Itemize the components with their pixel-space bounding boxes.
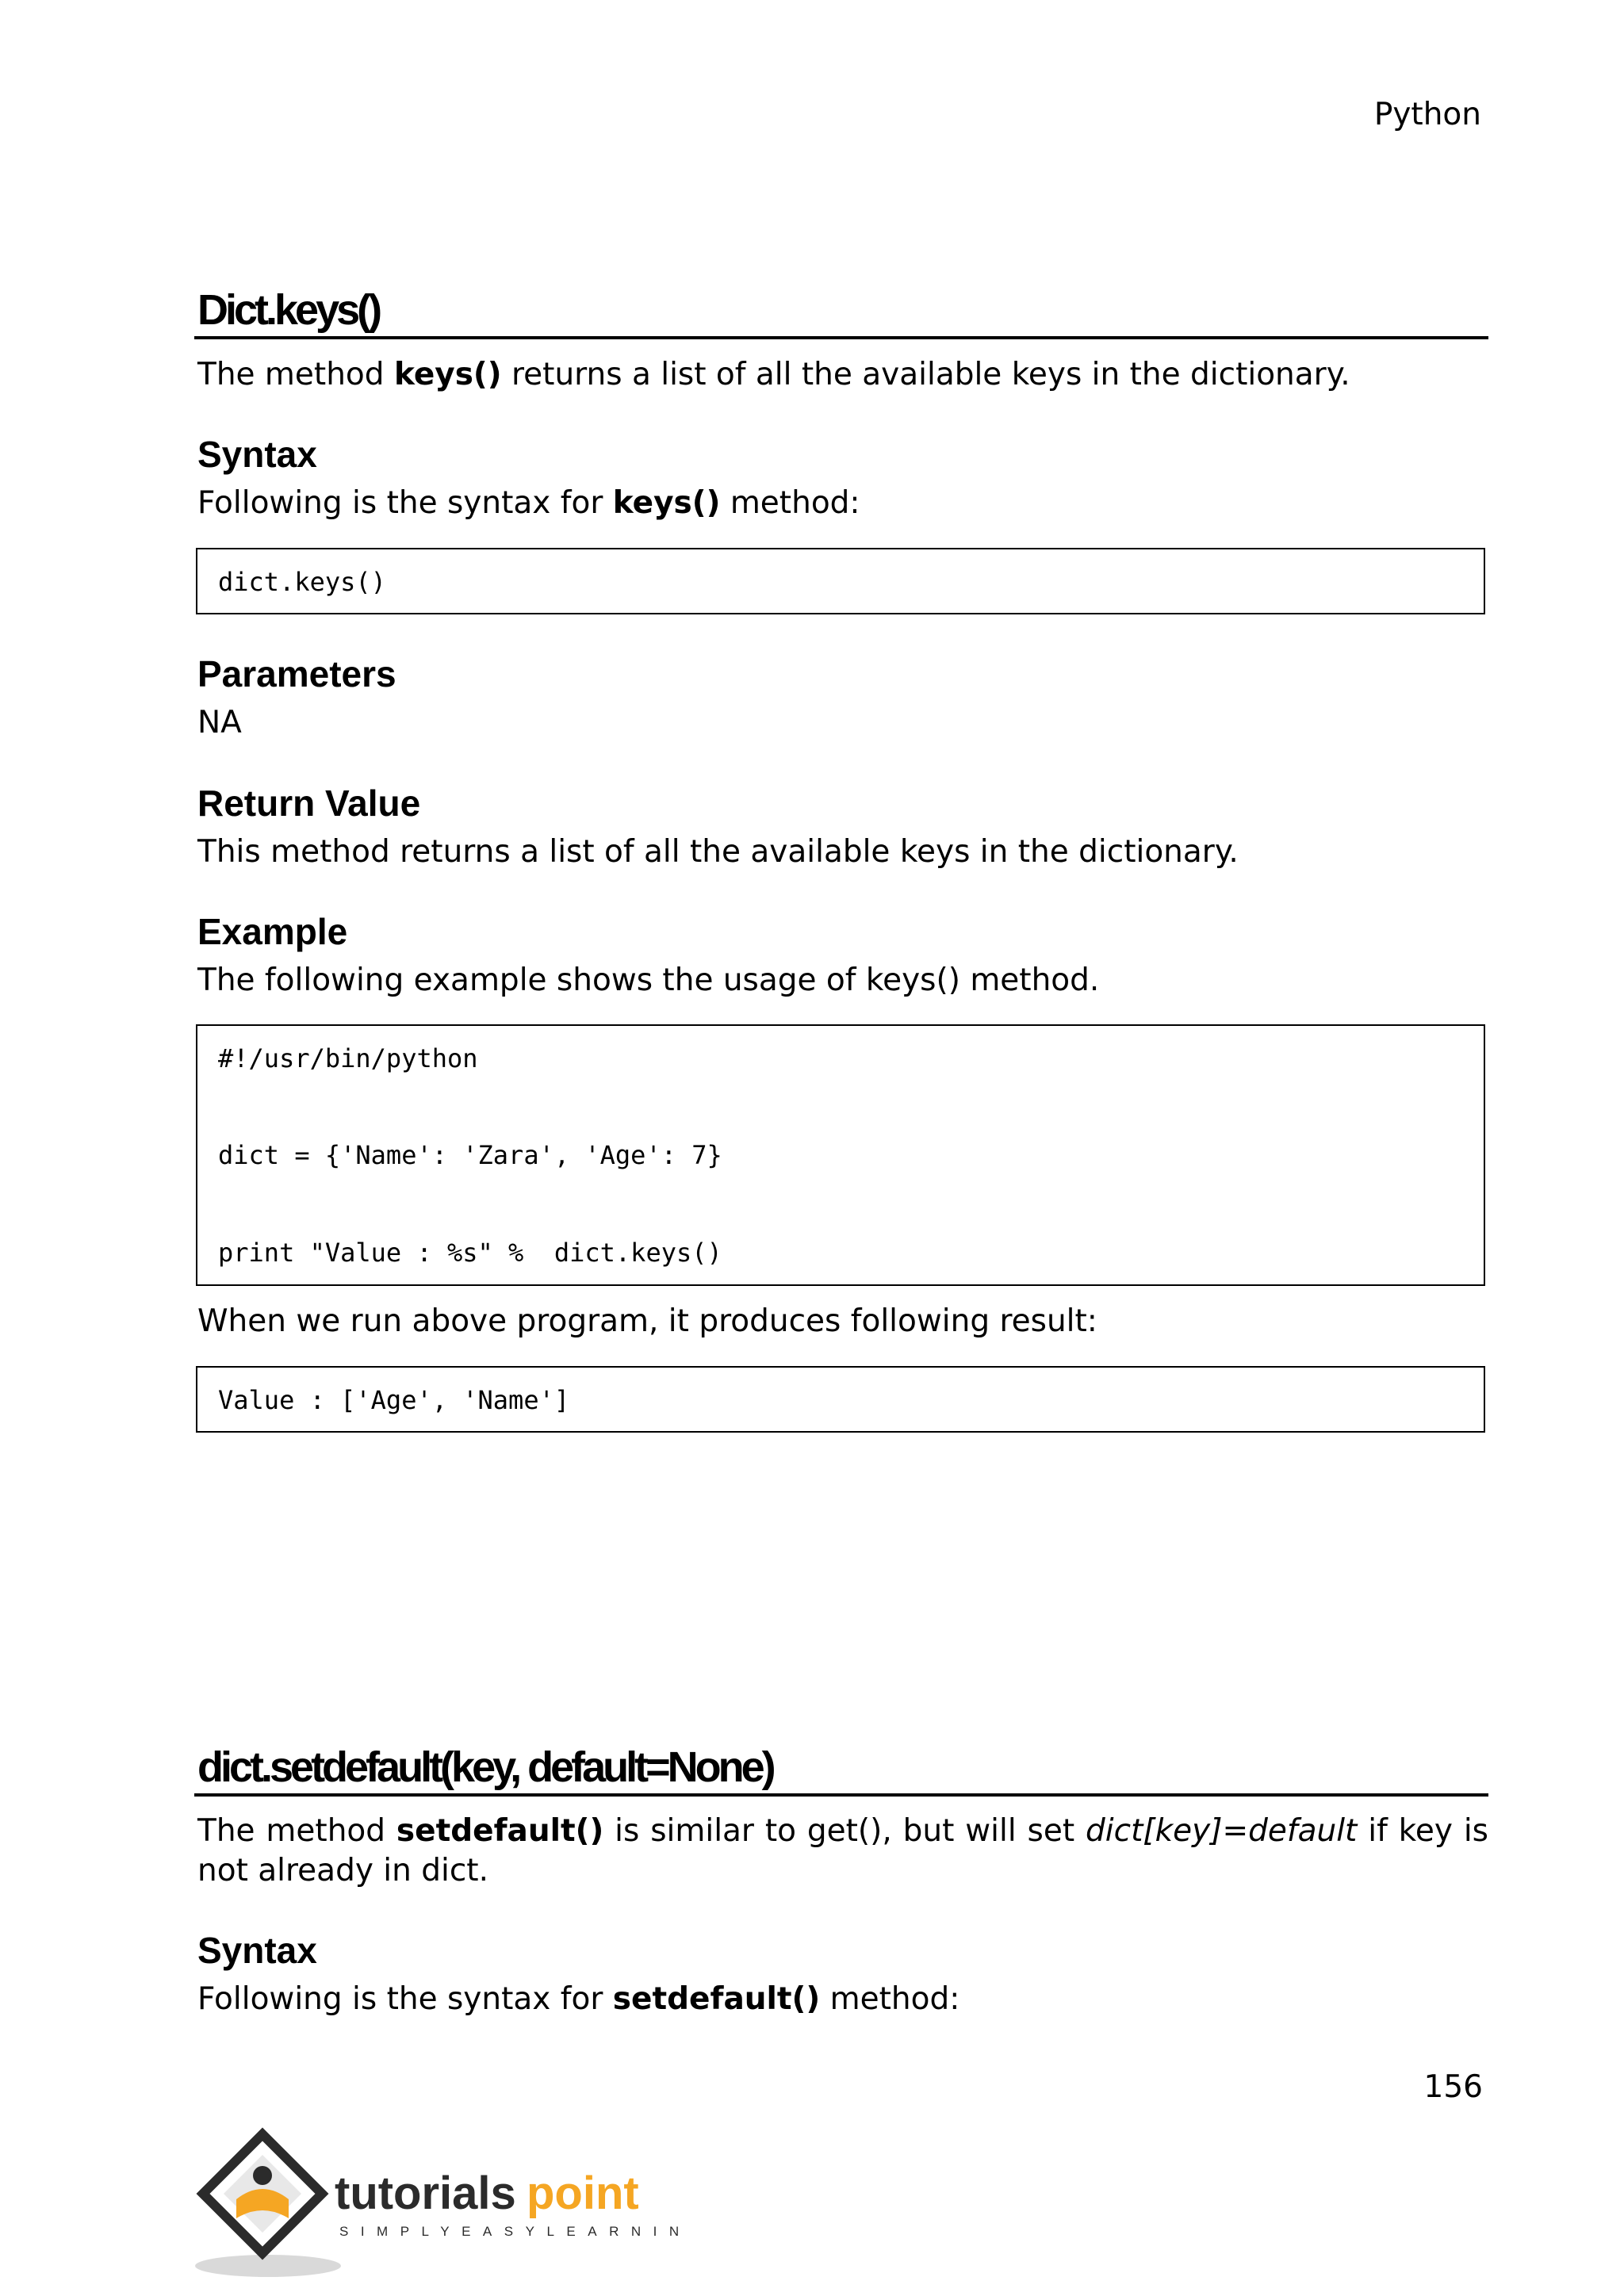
logo-name-part2: point	[527, 2168, 639, 2219]
return-value-text: This method returns a list of all the available keys in the dictionary.	[197, 834, 1239, 870]
section-divider	[194, 1793, 1488, 1797]
tutorialspoint-logo	[195, 2123, 687, 2282]
code-line: dict.keys()	[218, 567, 386, 597]
parameters-heading: Parameters	[197, 653, 396, 695]
code-line: Value : ['Age', 'Name']	[218, 1385, 570, 1415]
section-divider	[194, 336, 1488, 339]
syntax-description: Following is the syntax for setdefault() method:	[197, 1981, 960, 2017]
setdefault-intro-paragraph: The method setdefault() is similar to get(), but will set dict[key]=default if key is not already in dict.	[197, 1813, 1488, 1888]
reader-head-icon	[253, 2166, 272, 2185]
logo-tagline: SIMPLYEASYLEARNING	[339, 2224, 687, 2239]
syntax-heading: Syntax	[197, 434, 317, 475]
section-title-dict-setdefault: dict.setdefault(key, default=None)	[197, 1743, 773, 1791]
example-heading: Example	[197, 911, 348, 952]
code-line: #!/usr/bin/python	[218, 1043, 478, 1073]
example-code-block	[196, 1024, 1485, 1286]
parameters-text: NA	[197, 705, 242, 740]
syntax-description: Following is the syntax for keys() method:	[197, 485, 860, 521]
section-title-dict-keys: Dict.keys()	[197, 286, 380, 334]
return-value-heading: Return Value	[197, 783, 421, 824]
intro-paragraph: The method keys() returns a list of all the available keys in the dictionary.	[197, 357, 1350, 392]
logo-name-part1: tutorials	[335, 2168, 516, 2219]
syntax-heading: Syntax	[197, 1930, 317, 1971]
code-line: dict = {'Name': 'Zara', 'Age': 7}	[218, 1140, 722, 1170]
logo-graphic	[195, 2123, 687, 2282]
result-code-block	[196, 1366, 1485, 1433]
example-text: The following example shows the usage of keys() method.	[197, 962, 1100, 998]
page-number: 156	[1423, 2069, 1483, 2105]
running-header: Python	[1373, 97, 1481, 132]
syntax-code-block	[196, 548, 1485, 614]
result-text: When we run above program, it produces following result:	[197, 1303, 1097, 1339]
code-line: print "Value : %s" % dict.keys()	[218, 1238, 722, 1268]
logo-shadow	[195, 2255, 341, 2277]
